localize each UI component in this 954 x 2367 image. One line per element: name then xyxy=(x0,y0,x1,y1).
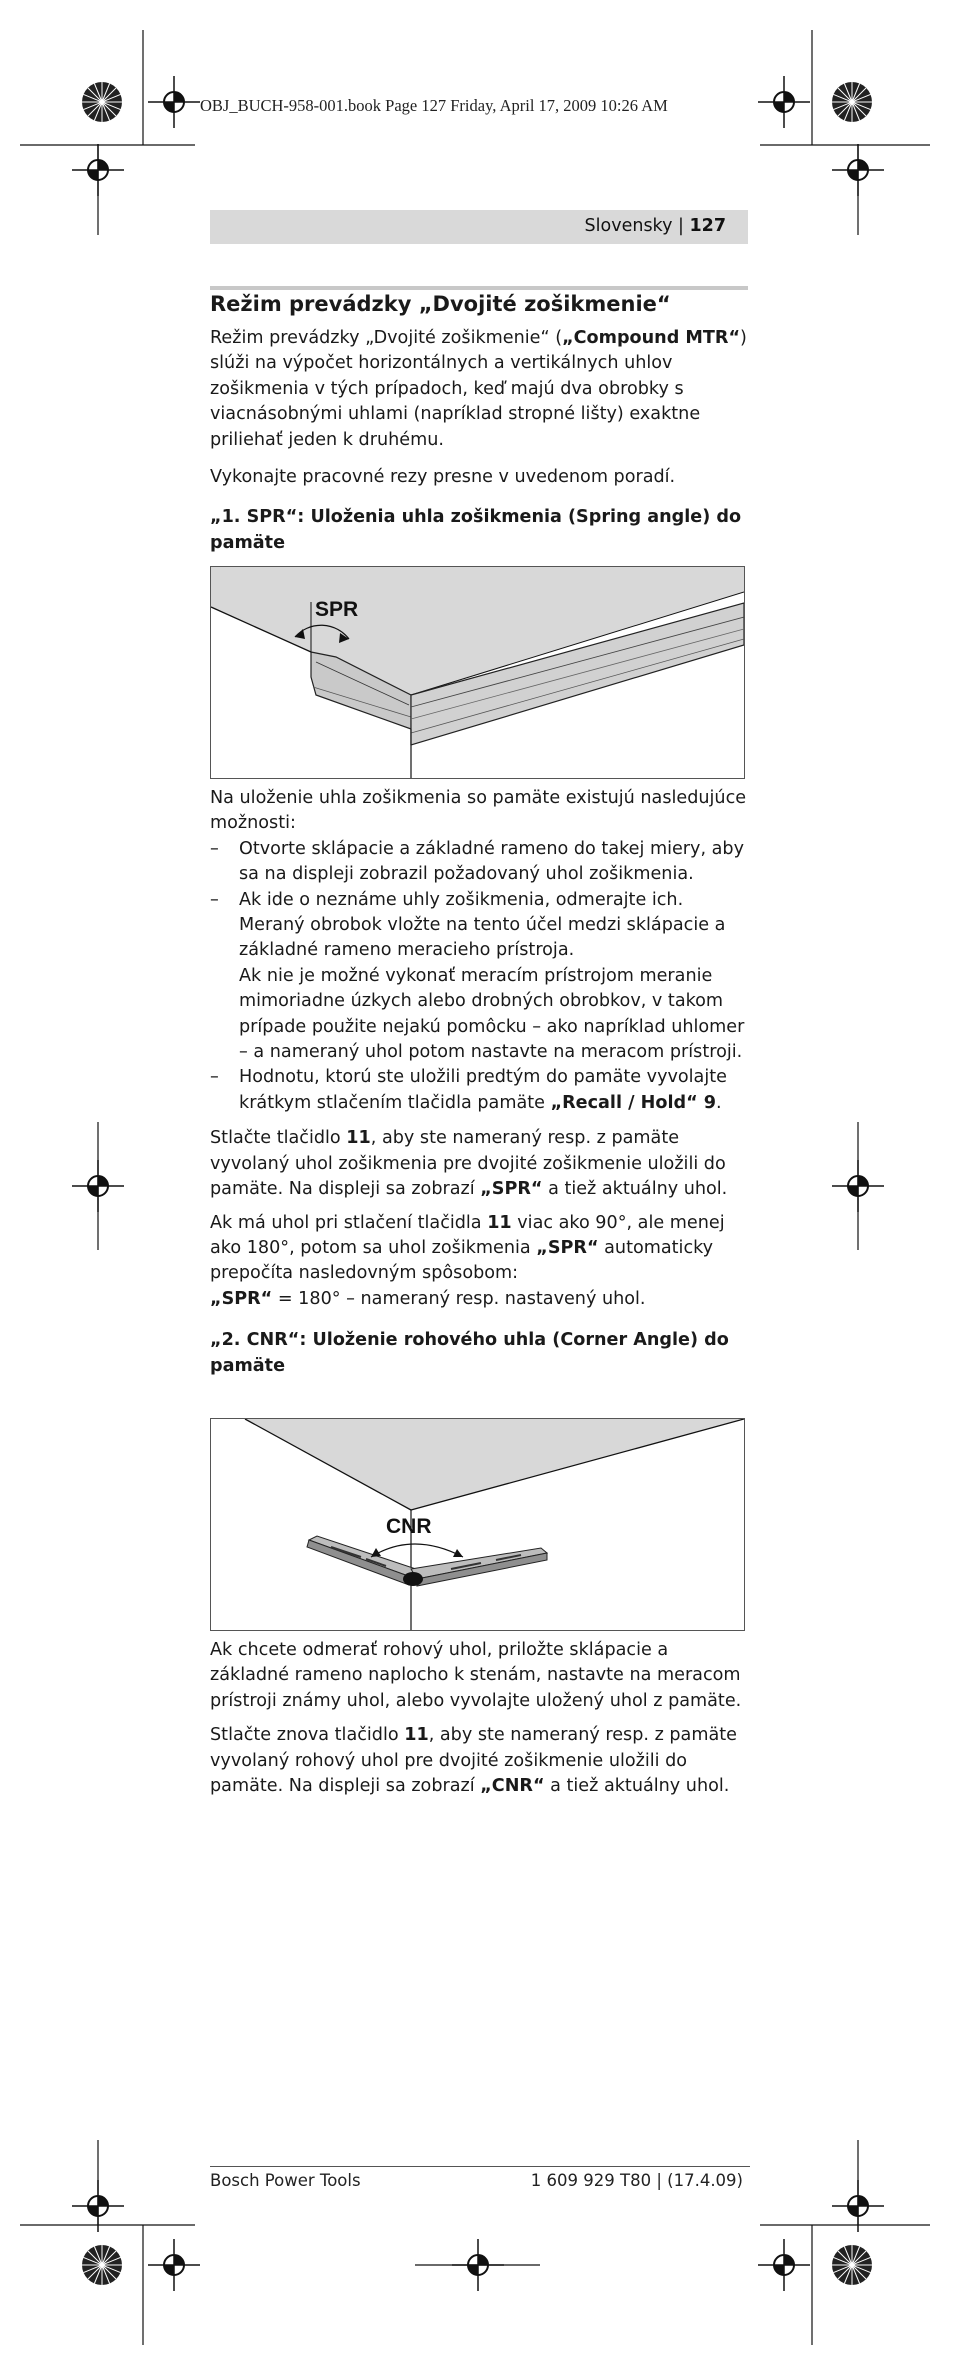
options-intro: Na uloženie uhla zošikmenia so pamäte existujú nasledujúce možnosti: xyxy=(210,788,747,834)
header-language: Slovensky xyxy=(584,216,673,236)
spr-label: SPR xyxy=(315,598,359,621)
formula-text: = 180° – nameraný resp. nastavený uhol. xyxy=(272,1288,646,1309)
header-text xyxy=(585,216,726,236)
registration-cross-mark xyxy=(758,2239,810,2291)
spr-illustration xyxy=(211,567,744,778)
bullet3-end: . xyxy=(716,1092,722,1113)
press-paragraph: Stlačte tlačidlo 11, aby ste nameraný resp. z pamäte vyvolaný uhol zošikmenia pre dvojité zošikmenie uložili do pamäte. Na displeji sa zobrazí „SPR“ a tiež aktuálny uhol. xyxy=(210,1128,728,1200)
intro-text: Režim prevádzky „Dvojité zošikmenie“ ( xyxy=(210,328,563,348)
intro-paragraph xyxy=(210,326,750,453)
page-number: 127 xyxy=(689,216,726,236)
intro-block xyxy=(210,326,750,556)
cnr-figure xyxy=(210,1418,745,1631)
registration-star-mark xyxy=(832,82,872,122)
intro-text-rest: ) slúži na výpočet horizontálnych a vertikálnych uhlov zošikmenia v tých prípadoch, keď majú dva obrobky s viacnásobnými uhlami (napríklad stropné lišty) exaktne priliehať jeden k druhému. xyxy=(210,328,747,450)
section-rule xyxy=(210,286,748,290)
press-again-paragraph: Stlačte znova tlačidlo 11, aby ste nameraný resp. z pamäte vyvolaný rohový uhol pre dvojité zošikmenie uložili do pamäte. Na displeji sa zobrazí „CNR“ a tiež aktuálny uhol. xyxy=(210,1725,737,1797)
section-title: Režim prevádzky „Dvojité zošikmenie“ xyxy=(210,292,671,316)
order-note: Vykonajte pracovné rezy presne v uvedenom poradí. xyxy=(210,467,676,488)
registration-star-mark xyxy=(832,2245,872,2285)
list-item: – Hodnotu, ktorú ste uložili predtým do pamäte vyvolajte krátkym stlačením tlačidla pamäte „Recall / Hold“ 9. xyxy=(210,1067,727,1113)
formula-bold: „SPR“ xyxy=(210,1288,273,1309)
step2-heading: „2. CNR“: Uloženie rohového uhla (Corner Angle) do pamäte xyxy=(210,1330,729,1376)
registration-cross-mark xyxy=(148,76,200,128)
running-header xyxy=(210,210,748,244)
over90-paragraph: Ak má uhol pri stlačení tlačidla 11 viac ako 90°, ale menej ako 180°, potom sa uhol zošikmenia „SPR“ automaticky prepočíta nasledovným spôsobom: „SPR“ = 180° – nameraný resp. nastavený uhol. xyxy=(210,1212,725,1309)
bullet3-bold: „Recall / Hold“ 9 xyxy=(550,1092,717,1113)
footer-doc-number: 1 609 929 T80 | (17.4.09) xyxy=(530,2171,743,2190)
cnr-label: CNR xyxy=(386,1515,432,1538)
registration-cross-mark xyxy=(148,2239,200,2291)
intro-bold: „Compound MTR“ xyxy=(562,328,741,348)
registration-star-mark xyxy=(82,2245,122,2285)
bullet1-text: Otvorte sklápacie a základné rameno do takej miery, aby sa na displeji zobrazil požadovaný uhol zošikmenia. xyxy=(239,838,745,885)
list-item: – Otvorte sklápacie a základné rameno do takej miery, aby sa na displeji zobrazil požadovaný uhol zošikmenia. xyxy=(210,838,745,885)
list-item: – Ak ide o neznáme uhly zošikmenia, odmerajte ich. Meraný obrobok vložte na tento účel medzi sklápacie a základné rameno meracieho prístroja. Ak nie je možné vykonať meracím prístrojom meranie mimoriadne úzkych alebo drobných obrobkov, v takom prípade použite nejakú pomôcku – ako napríklad uhlomer – a nameraný uhol potom nastavte na meracom prístroji. xyxy=(210,889,745,1063)
header-separator: | xyxy=(672,216,690,236)
bullet3-text: Hodnotu, ktorú ste uložili predtým do pamäte vyvolajte krátkym stlačením tlačidla pamäte xyxy=(239,1067,727,1113)
step1-heading: „1. SPR“: Uloženia uhla zošikmenia (Spring angle) do pamäte xyxy=(210,507,742,553)
bullet2-text: Ak ide o neznáme uhly zošikmenia, odmerajte ich. Meraný obrobok vložte na tento účel medzi sklápacie a základné rameno meracieho prístroja. xyxy=(239,889,726,961)
footer-rule xyxy=(210,2166,750,2167)
registration-star-mark xyxy=(82,82,122,122)
spr-figure xyxy=(210,566,745,779)
footer-publisher: Bosch Power Tools xyxy=(210,2171,361,2190)
step1-block xyxy=(210,786,750,1379)
registration-cross-mark xyxy=(758,76,810,128)
corner-paragraph: Ak chcete odmerať rohový uhol, priložte sklápacie a základné rameno naplocho k stenám, nastavte na meracom prístroji známy uhol, alebo vyvolajte uložený uhol z pamäte. xyxy=(210,1640,742,1711)
printer-slug: OBJ_BUCH-958-001.book Page 127 Friday, April 17, 2009 10:26 AM xyxy=(200,96,668,115)
step2-block xyxy=(210,1638,750,1799)
cnr-illustration xyxy=(211,1419,744,1630)
bullet2-text-cont: Ak nie je možné vykonať meracím prístrojom meranie mimoriadne úzkych alebo drobných obrobkov, v takom prípade použite nejakú pomôcku – ako napríklad uhlomer – a nameraný uhol potom nastavte na meracom prístroji. xyxy=(239,965,745,1063)
